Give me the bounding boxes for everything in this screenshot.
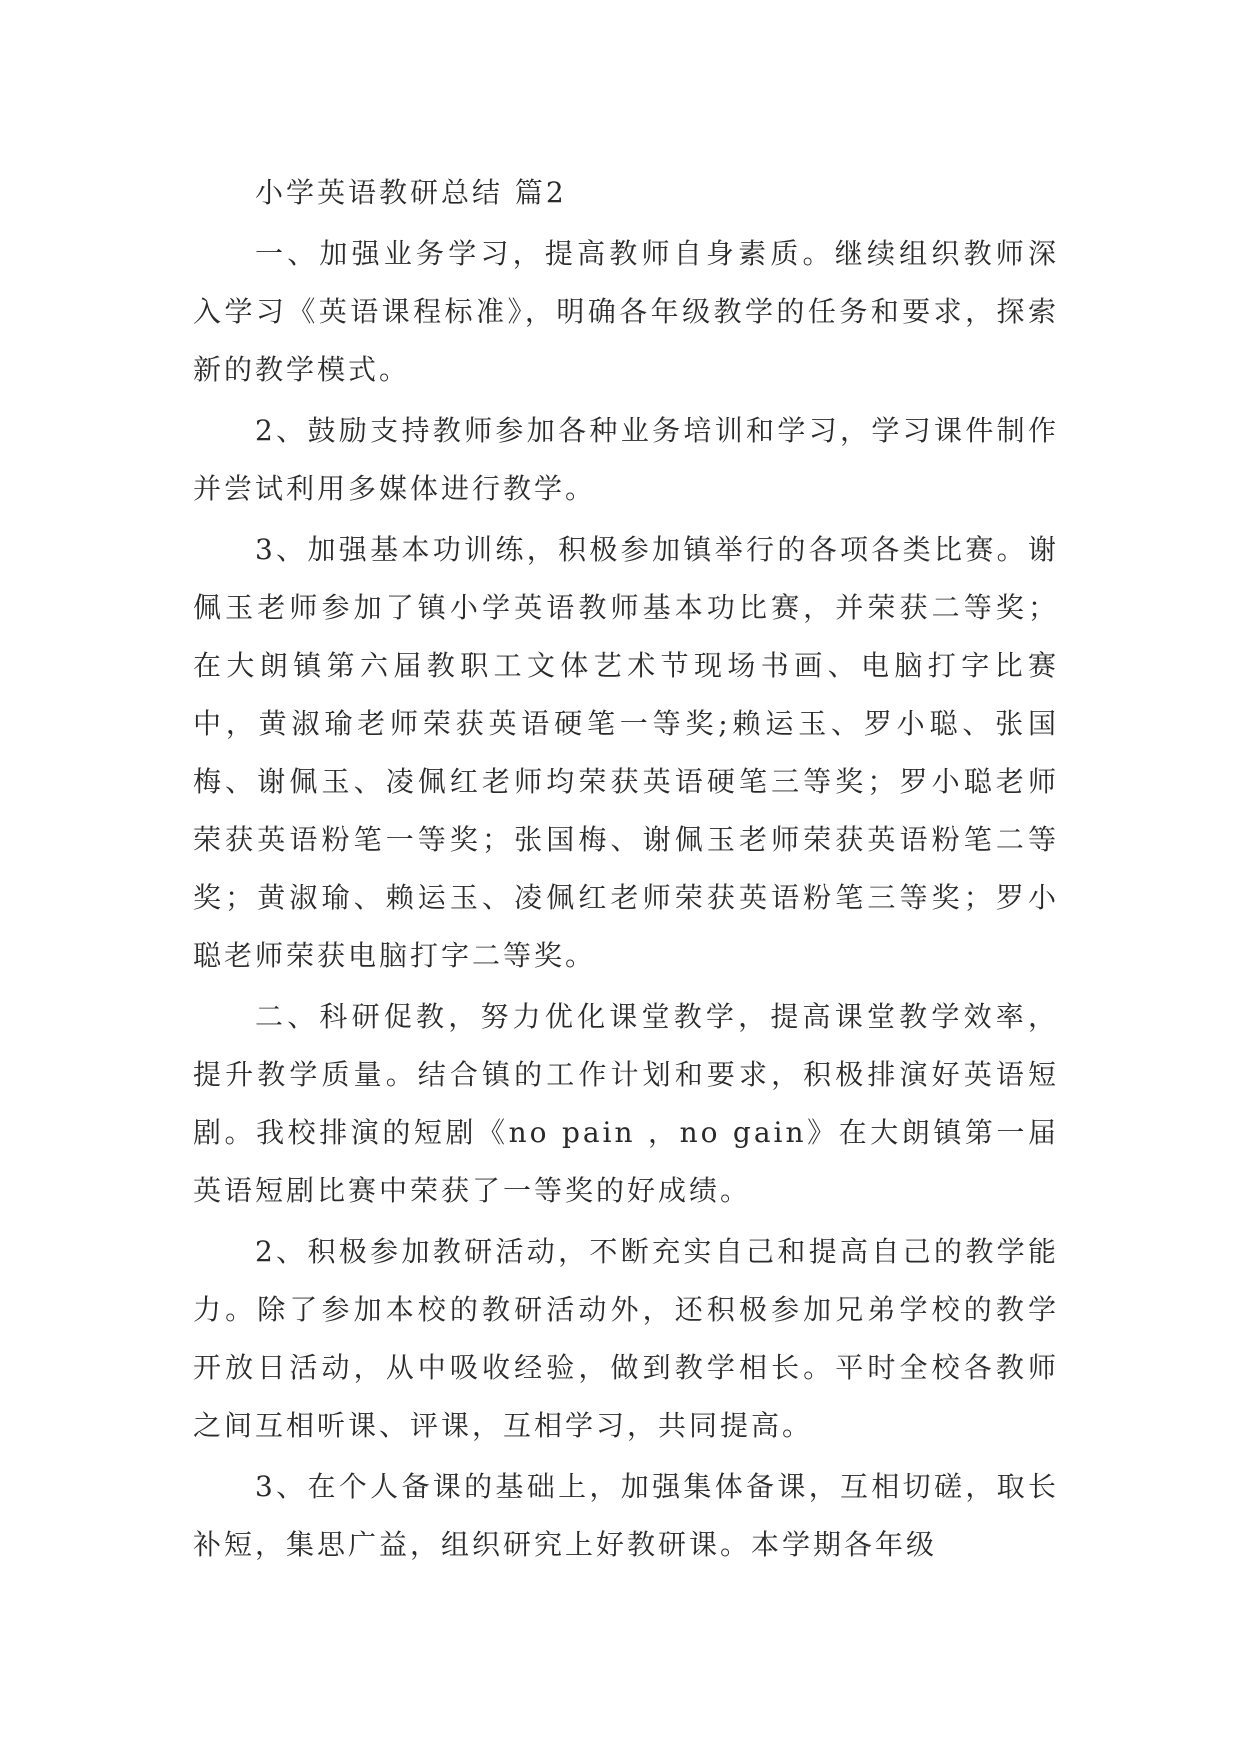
paragraph: 2、鼓励支持教师参加各种业务培训和学习，学习课件制作并尝试利用多媒体进行教学。: [193, 414, 1059, 505]
document-title: 小学英语教研总结 篇2: [255, 176, 567, 209]
paragraph: 3、在个人备课的基础上，加强集体备课，互相切磋，取长补短，集思广益，组织研究上好教研课。本学期各年级: [193, 1470, 1059, 1561]
document-body: [193, 164, 1059, 1577]
paragraph: 二、科研促教，努力优化课堂教学，提高课堂教学效率，提升教学质量。结合镇的工作计划和要求，积极排演好英语短剧。我校排演的短剧《no pain ，no gain》在大朗镇第一届英语短剧比赛中荣获了一等奖的好成绩。: [193, 1000, 1059, 1207]
paragraph: 3、加强基本功训练，积极参加镇举行的各项各类比赛。谢佩玉老师参加了镇小学英语教师基本功比赛，并荣获二等奖；在大朗镇第六届教职工文体艺术节现场书画、电脑打字比赛中，黄淑瑜老师荣获英语硬笔一等奖;赖运玉、罗小聪、张国梅、谢佩玉、凌佩红老师均荣获英语硬笔三等奖；罗小聪老师荣获英语粉笔一等奖；张国梅、谢佩玉老师荣获英语粉笔二等奖；黄淑瑜、赖运玉、凌佩红老师荣获英语粉笔三等奖；罗小聪老师荣获电脑打字二等奖。: [193, 533, 1059, 972]
paragraph: 2、积极参加教研活动，不断充实自己和提高自己的教学能力。除了参加本校的教研活动外，还积极参加兄弟学校的教学开放日活动，从中吸收经验，做到教学相长。平时全校各教师之间互相听课、评课，互相学习，共同提高。: [193, 1235, 1059, 1442]
paragraph: 一、加强业务学习，提高教师自身素质。继续组织教师深入学习《英语课程标准》，明确各年级教学的任务和要求，探索新的教学模式。: [193, 237, 1059, 386]
